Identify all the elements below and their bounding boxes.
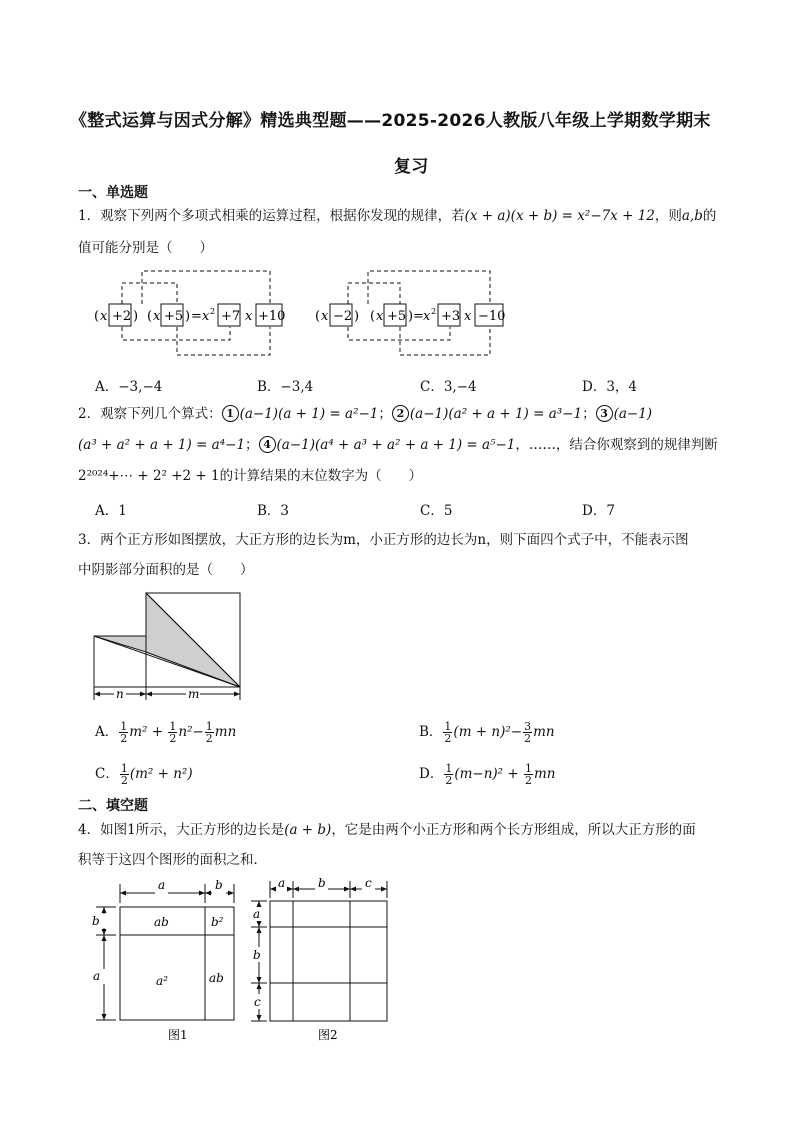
q4-expr: (a + b) xyxy=(284,822,332,838)
q1-ab: a,b xyxy=(681,208,703,224)
svg-text:x: x xyxy=(100,309,108,324)
question-2-stem: 2．观察下列几个算式： 1 (a−1)(a + 1) = a²−1； 2 (a−1)(a² + a + 1) = a³−1； 3 (a−1) xyxy=(78,406,653,422)
svg-text:x: x xyxy=(376,309,384,324)
q1-d2-label3: +3 xyxy=(441,309,461,324)
q1-option-b[interactable]: B．−3,4 xyxy=(257,379,314,395)
fig1-ab-top: ab xyxy=(154,915,169,929)
frac-den: 2 xyxy=(120,732,128,745)
q2-expr: 2²⁰²⁴+⋯ + 2² +2 + 1 xyxy=(78,468,220,484)
svg-text:2: 2 xyxy=(210,307,216,316)
q3-figure xyxy=(88,588,250,702)
fig1-top-a: a xyxy=(158,878,166,892)
frac-num: 1 xyxy=(120,720,128,733)
q3-option-a-label: A． xyxy=(95,724,119,740)
q3-d-term1: (m−n)² xyxy=(454,766,504,782)
fig1-a-squared: a² xyxy=(156,974,168,988)
question-3-stem-line2: 中阴影部分面积的是（ ） xyxy=(78,562,254,578)
q3-c-term1: (m² + n²) xyxy=(129,766,193,782)
q3-option-c-label: C． xyxy=(95,766,119,782)
frac-num: 1 xyxy=(169,720,177,733)
question-number: 3． xyxy=(78,532,101,548)
q1-stem-a: 观察下列两个多项式相乘的运算过程，根据你发现的规律，若 xyxy=(100,208,465,224)
frac-num: 1 xyxy=(445,762,453,775)
q1-diagrams xyxy=(90,266,530,358)
fig1-caption: 图1 xyxy=(168,1028,188,1042)
frac-den: 2 xyxy=(205,732,213,745)
q2-stem-c: 的计算结果的末位数字为（ ） xyxy=(219,468,423,484)
question-3-stem xyxy=(78,531,689,549)
q1-d1-label3: +7 xyxy=(221,309,241,324)
q1-equation: (x + a)(x + b) = x²−7x + 12 xyxy=(464,208,655,224)
question-4-stem xyxy=(78,821,696,839)
frac-den: 2 xyxy=(525,774,532,787)
question-2-stem-line3 xyxy=(78,467,422,485)
section-heading-single-choice: 一、单选题 xyxy=(78,185,148,201)
svg-text:(: ( xyxy=(147,309,153,324)
q2-eq4: (a−1)(a⁴ + a³ + a² + a + 1) = a⁵−1 xyxy=(276,437,516,453)
fig1-b-squared: b² xyxy=(211,915,224,929)
fig2-top-b: b xyxy=(318,876,326,890)
q3-a-term3: mn xyxy=(214,724,237,740)
frac-den: 2 xyxy=(120,774,128,787)
svg-text:x: x xyxy=(464,309,472,324)
frac-den: 2 xyxy=(524,732,532,745)
svg-text:x: x xyxy=(202,309,210,324)
svg-text:): ) xyxy=(354,309,360,324)
frac-den: 2 xyxy=(444,732,452,745)
q2-option-b[interactable]: B．3 xyxy=(257,503,290,519)
fig1-top-b: b xyxy=(215,878,223,892)
q4-stem-b: ，它是由两个小正方形和两个长方形组成，所以大正方形的面 xyxy=(331,822,696,838)
q2-option-c[interactable]: C．5 xyxy=(420,503,453,519)
q2-eq3a: (a−1) xyxy=(613,406,653,422)
question-number: 4． xyxy=(78,822,101,838)
q3-option-d-label: D． xyxy=(419,766,444,782)
q3-label-n: n xyxy=(116,687,124,701)
page-title: 《整式运算与因式分解》精选典型题——2025-2026人教版八年级上学期数学期末 xyxy=(70,111,711,131)
fig2-caption: 图2 xyxy=(318,1028,338,1042)
circled-number: 3 xyxy=(596,405,613,422)
fig1-left-b: b xyxy=(92,914,100,928)
q1-d1-label4: +10 xyxy=(258,309,286,324)
q4-figure-1 xyxy=(88,876,248,1046)
circled-number: 4 xyxy=(259,436,276,453)
fig1-ab-right: ab xyxy=(209,971,224,985)
q3-a-term2: n² xyxy=(178,724,193,740)
q3-option-b-label: B． xyxy=(419,724,443,740)
svg-text:): ) xyxy=(185,309,191,324)
fig2-top-c: c xyxy=(365,876,372,890)
fig1-left-a: a xyxy=(93,969,101,983)
q1-option-c[interactable]: C．3,−4 xyxy=(420,379,477,395)
q1-stem-b: ，则 xyxy=(654,208,682,224)
svg-text:(: ( xyxy=(370,309,376,324)
q3-b-term1: (m + n)² xyxy=(453,724,511,740)
frac-num: 1 xyxy=(120,762,128,775)
q2-option-d[interactable]: D．7 xyxy=(582,503,615,519)
fig2-top-a: a xyxy=(278,876,286,890)
q1-d1-label2: +5 xyxy=(164,309,184,324)
fig2-left-c: c xyxy=(254,995,261,1009)
svg-text:x: x xyxy=(423,309,431,324)
q2-option-a[interactable]: A．1 xyxy=(95,503,127,519)
svg-text:x: x xyxy=(321,309,329,324)
page-title-cont: 复习 xyxy=(394,157,429,177)
q3-d-term2: mn xyxy=(534,766,556,782)
frac-den: 2 xyxy=(445,774,453,787)
question-1-stem xyxy=(78,207,716,225)
q3-option-d[interactable]: D． $\frac{1}{2}$ (m−n)² + $\frac{1}{2}$ mn xyxy=(419,762,556,787)
section-heading-fill-blank: 二、填空题 xyxy=(78,798,148,814)
frac-den: 2 xyxy=(169,732,177,745)
q1-d2-label2: +5 xyxy=(387,309,407,324)
svg-text:): ) xyxy=(408,309,414,324)
frac-num: 1 xyxy=(525,762,532,775)
q2-eq3b: (a³ + a² + a + 1) = a⁴−1 xyxy=(78,437,246,453)
q1-d2-label1: −2 xyxy=(333,309,353,324)
svg-text:=: = xyxy=(413,309,424,324)
q1-d2-label4: −10 xyxy=(478,309,506,324)
q3-label-m: m xyxy=(188,687,200,701)
question-1-stem-line2: 值可能分别是（ ） xyxy=(78,240,213,256)
q4-figure-2 xyxy=(246,876,394,1046)
q1-d1-label1: +2 xyxy=(112,309,132,324)
frac-num: 1 xyxy=(444,720,452,733)
question-2-stem-line2: (a³ + a² + a + 1) = a⁴−1； 4 (a−1)(a⁴ + a³ + a² + a + 1) = a⁵−1，……，结合你观察到的规律判断 xyxy=(78,437,718,453)
q4-stem-a: 如图1所示，大正方形的边长是 xyxy=(100,822,285,838)
question-4-stem-line2: 积等于这四个图形的面积之和． xyxy=(78,852,267,868)
svg-text:): ) xyxy=(133,309,139,324)
q3-a-term1: m² xyxy=(129,724,148,740)
frac-num: 3 xyxy=(524,720,532,733)
q1-option-d[interactable]: D．3，4 xyxy=(582,379,638,395)
svg-text:x: x xyxy=(245,309,253,324)
svg-text:(: ( xyxy=(94,309,100,324)
q3-b-term2: mn xyxy=(533,724,555,740)
q1-stem-c: 的 xyxy=(702,208,717,224)
svg-text:2: 2 xyxy=(431,307,437,316)
svg-text:(: ( xyxy=(315,309,321,324)
fig2-left-a: a xyxy=(253,907,261,921)
q1-option-a[interactable]: A．−3,−4 xyxy=(95,379,163,395)
q3-option-b[interactable]: B． $\frac{1}{2}$ (m + n)²− $\frac{3}{2}$ mn xyxy=(419,720,555,745)
svg-text:=: = xyxy=(191,309,202,324)
q3-stem-line1: 两个正方形如图摆放，大正方形的边长为m，小正方形的边长为n，则下面四个式子中，不能表示图 xyxy=(100,532,689,548)
question-number: 1． xyxy=(78,208,101,224)
q3-option-a[interactable]: A． $\frac{1}{2}$ m² + $\frac{1}{2}$ n²− $\frac{1}{2}$ mn xyxy=(95,720,237,745)
fig2-left-b: b xyxy=(253,948,261,962)
circled-number: 2 xyxy=(392,405,409,422)
q3-option-c[interactable] xyxy=(95,762,193,786)
q2-eq1: (a−1)(a + 1) = a²−1 xyxy=(239,406,379,422)
circled-number: 1 xyxy=(222,405,239,422)
q2-eq2: (a−1)(a² + a + 1) = a³−1 xyxy=(409,406,583,422)
question-number: 2． xyxy=(78,406,101,422)
q2-stem-b: ，……，结合你观察到的规律判断 xyxy=(515,437,718,453)
frac-num: 1 xyxy=(205,720,213,733)
svg-text:x: x xyxy=(153,309,161,324)
q2-stem-a: 观察下列几个算式： xyxy=(100,406,222,422)
